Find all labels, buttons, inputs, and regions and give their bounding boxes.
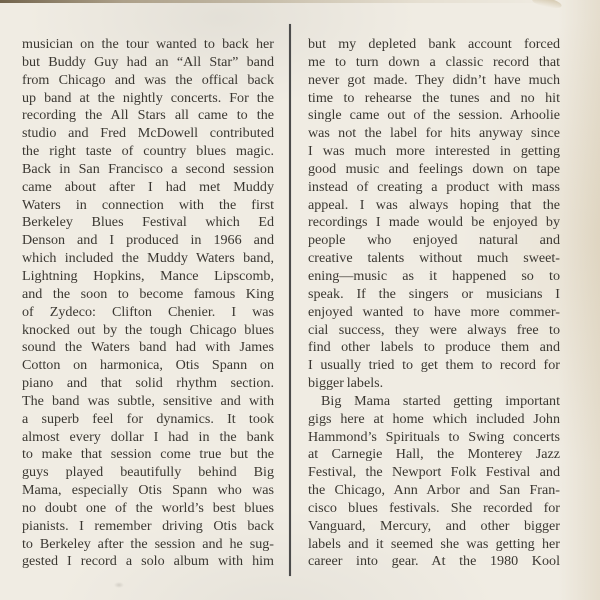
text-line: the right taste of country blues magic. bbox=[22, 143, 274, 160]
text-line: Big Mama started getting important bbox=[321, 392, 560, 409]
column-divider-rule bbox=[289, 24, 291, 576]
text-line: no doubt one of the world’s best blues bbox=[22, 499, 274, 516]
text-line: was not the label for hits anyway since bbox=[308, 125, 560, 142]
text-line: Waters in connection with the first bbox=[22, 196, 274, 213]
text-line: time to rehearse the tunes and no hit bbox=[308, 89, 560, 106]
text-line: appeal. I was always hoping that the bbox=[308, 196, 560, 213]
text-line: sound the Waters band had with James bbox=[22, 339, 274, 356]
text-line: to Berkeley after the session and he sug- bbox=[22, 535, 274, 552]
scan-smudge bbox=[114, 582, 124, 588]
text-line: The band was subtle, sensitive and with bbox=[22, 392, 274, 409]
text-line: pianists. I remember driving Otis back bbox=[22, 517, 274, 534]
text-line: creative talents without much sweet- bbox=[308, 250, 560, 267]
text-line: find other labels to produce them and bbox=[308, 339, 560, 356]
text-line: Lightning Hopkins, Mance Lipscomb, bbox=[22, 267, 274, 284]
text-line: speak. If the singers or musicians I bbox=[308, 285, 560, 302]
text-line: of Zydeco: Clifton Chenier. I was bbox=[22, 303, 274, 320]
text-line: enjoyed wanted to have more commer- bbox=[308, 303, 560, 320]
page-corner-crease bbox=[531, 0, 562, 10]
text-line: Back in San Francisco a second session bbox=[22, 160, 274, 177]
page-top-edge-shadow bbox=[0, 0, 560, 3]
text-line: piano and that solid rhythm section. bbox=[22, 375, 274, 392]
text-line: guys played beautifully behind Big bbox=[22, 464, 274, 481]
text-line: which included the Muddy Waters band, bbox=[22, 250, 274, 267]
text-line: Denson and I produced in 1966 and bbox=[22, 232, 274, 249]
text-line: instead of creating a product with mass bbox=[308, 178, 560, 195]
text-line: ening—music as it happened so to bbox=[308, 267, 560, 284]
text-line: cial success, they were always free to bbox=[308, 321, 560, 338]
text-line: I usually tried to get them to record for bbox=[308, 357, 560, 374]
text-line: almost every dollar I had in the bank bbox=[22, 428, 274, 445]
text-line: the Chicago, Ann Arbor and San Fran- bbox=[308, 482, 560, 499]
text-line: Vanguard, Mercury, and other bigger bbox=[308, 517, 560, 534]
text-line: recording the All Stars all came to the bbox=[22, 107, 274, 124]
text-line: a superb feel for dynamics. It took bbox=[22, 410, 274, 427]
text-column-left bbox=[22, 36, 274, 571]
text-line: but Buddy Guy had an “All Star” band bbox=[22, 53, 274, 70]
text-line: to make that session come true but the bbox=[22, 446, 274, 463]
text-line: gested I record a solo album with him bbox=[22, 553, 274, 570]
text-line: single came out of the session. Arhoolie bbox=[308, 107, 560, 124]
text-line: knocked out by the tough Chicago blues bbox=[22, 321, 274, 338]
text-line: Festival, the Newport Folk Festival and bbox=[308, 464, 560, 481]
text-line: at Carnegie Hall, the Monterey Jazz bbox=[308, 446, 560, 463]
text-line: bigger labels. bbox=[308, 375, 384, 392]
text-line: Cotton on harmonica, Otis Spann on bbox=[22, 357, 274, 374]
text-line: recordings I made would be enjoyed by bbox=[308, 214, 560, 231]
text-line: me to turn down a classic record that bbox=[308, 53, 560, 70]
text-line: Hammond’s Spirituals to Swing concerts bbox=[308, 428, 560, 445]
text-line: never got made. They didn’t have much bbox=[308, 71, 560, 88]
text-line: up band at the nightly concerts. For the bbox=[22, 89, 274, 106]
text-line: but my depleted bank account forced bbox=[308, 36, 560, 52]
text-line: gigs here at home which included John bbox=[308, 410, 560, 427]
text-line: came about after I had met Muddy bbox=[22, 178, 274, 195]
text-line: good music and feelings down on tape bbox=[308, 160, 560, 177]
text-line: Berkeley Blues Festival which Ed bbox=[22, 214, 274, 231]
text-line: musician on the tour wanted to back her bbox=[22, 36, 274, 52]
text-line: labels and it seemed she was getting her bbox=[308, 535, 560, 552]
text-line: from Chicago and was the offical back bbox=[22, 71, 274, 88]
text-line: and the soon to become famous King bbox=[22, 285, 274, 302]
text-line: studio and Fred McDowell contributed bbox=[22, 125, 274, 142]
text-column-right bbox=[308, 36, 560, 571]
text-line: cisco blues festivals. She recorded for bbox=[308, 499, 560, 516]
text-line: Mama, especially Otis Spann who was bbox=[22, 482, 274, 499]
text-line: people who enjoyed natural and bbox=[308, 232, 560, 249]
text-line: I was much more interested in getting bbox=[308, 143, 560, 160]
text-line: career into gear. At the 1980 Kool bbox=[308, 553, 560, 570]
